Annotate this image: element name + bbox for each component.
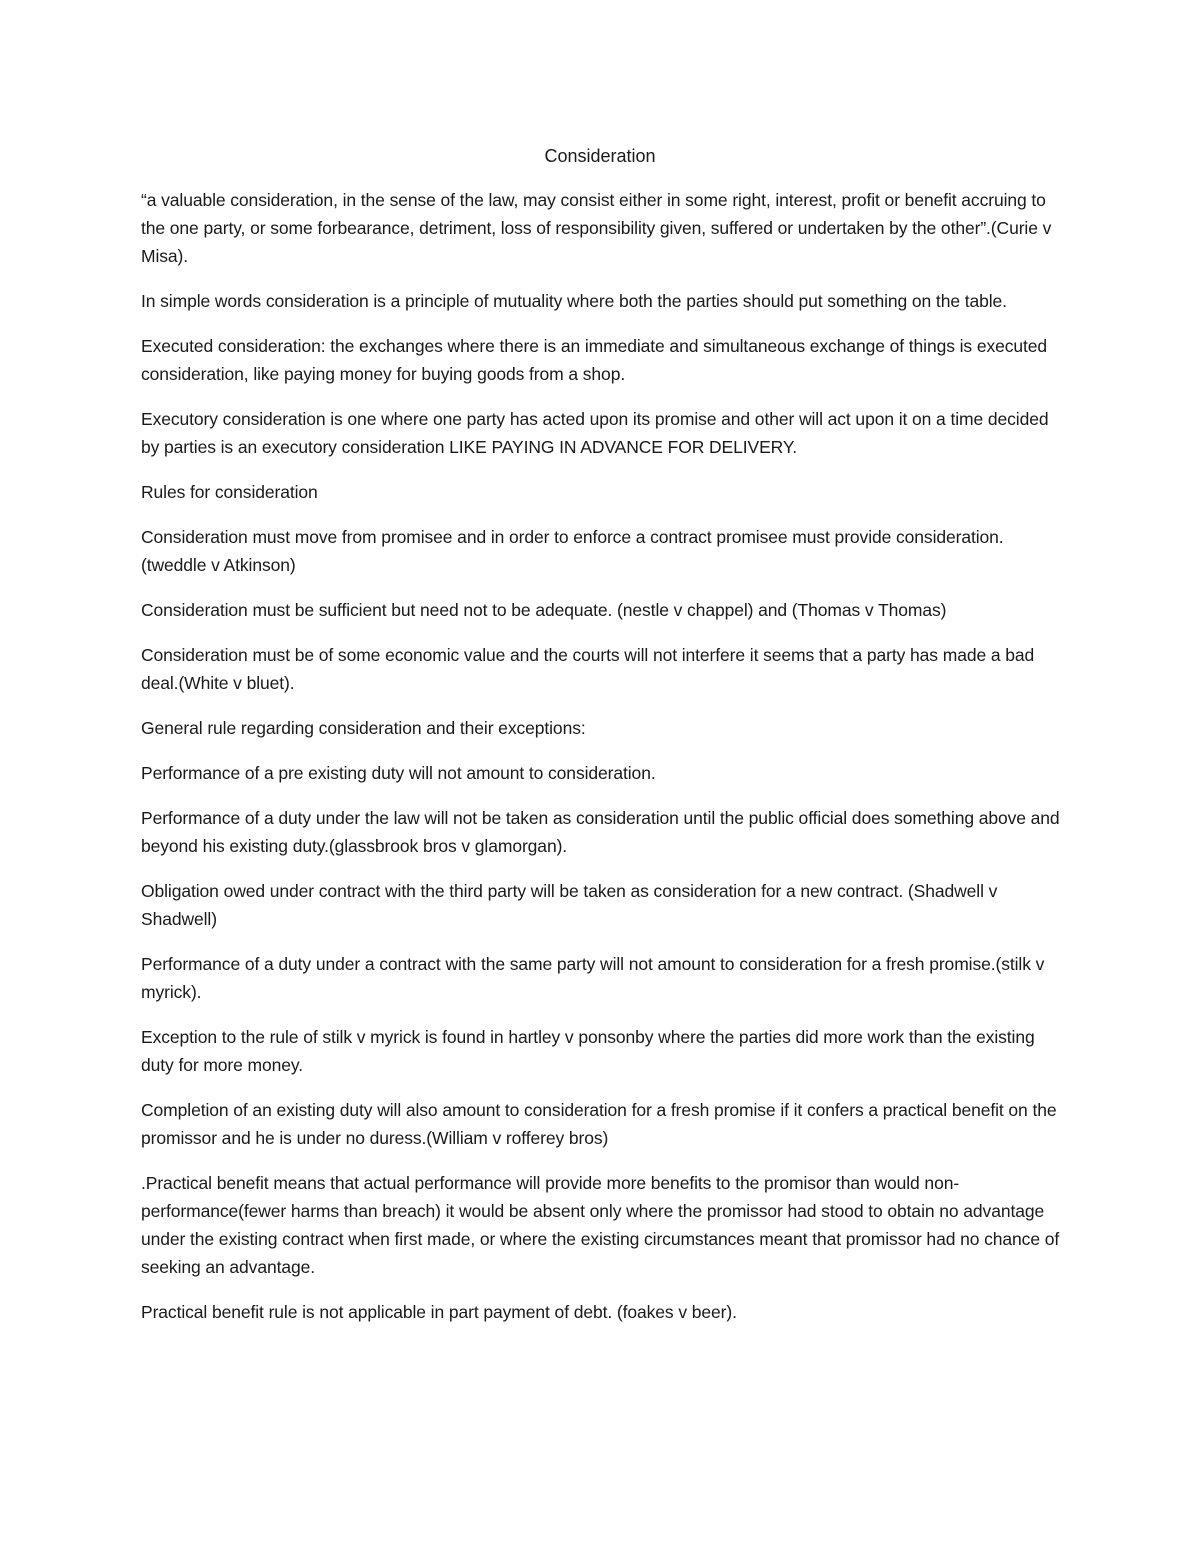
paragraph-simple-words: In simple words consideration is a principle of mutuality where both the parties should put something on the table. xyxy=(141,291,1007,311)
document-body xyxy=(141,186,1061,1343)
paragraph-exception-stilk: Exception to the rule of stilk v myrick is found in hartley v ponsonby where the parties did more work than the existing duty for more money. xyxy=(141,1027,1035,1075)
paragraph-definition: “a valuable consideration, in the sense of the law, may consist either in some right, interest, profit or benefit accruing to the one party, or some forbearance, detriment, loss of responsibility given, suffered or undertaken by the other”.(Curie v Misa). xyxy=(141,190,1052,266)
paragraph-executed-consideration: Executed consideration: the exchanges where there is an immediate and simultaneous exchange of things is executed consideration, like paying money for buying goods from a shop. xyxy=(141,336,1048,384)
paragraph-sufficient-not-adequate: Consideration must be sufficient but need not to be adequate. (nestle v chappel) and (Thomas v Thomas) xyxy=(141,600,947,620)
paragraph-completion-existing-duty: Completion of an existing duty will also amount to consideration for a fresh promise if it confers a practical benefit on the promissor and he is under no duress.(William v rofferey bros) xyxy=(141,1100,1057,1148)
paragraph-economic-value: Consideration must be of some economic value and the courts will not interfere it seems that a party has made a bad deal.(White v bluet). xyxy=(141,645,1035,693)
section-heading-general-rule: General rule regarding consideration and their exceptions: xyxy=(141,718,586,738)
paragraph-practical-benefit: .Practical benefit means that actual performance will provide more benefits to the promisor than would non-performance(fewer harms than breach) it would be absent only where the promissor had stood to obtain no advantage under the existing contract when first made, or where the existing circumstances meant that promissor had no chance of seeking an advantage. xyxy=(141,1173,1060,1277)
paragraph-move-from-promisee: Consideration must move from promisee and in order to enforce a contract promisee must provide consideration. (tweddle v Atkinson) xyxy=(141,527,1004,575)
paragraph-same-party: Performance of a duty under a contract with the same party will not amount to consideration for a fresh promise.(stilk v myrick). xyxy=(141,954,1045,1002)
paragraph-executory-consideration: Executory consideration is one where one party has acted upon its promise and other will act upon it on a time decided by parties is an executory consideration LIKE PAYING IN ADVANCE FOR DELIVERY. xyxy=(141,409,1049,457)
paragraph-part-payment: Practical benefit rule is not applicable in part payment of debt. (foakes v beer). xyxy=(141,1302,737,1322)
document-title: Consideration xyxy=(544,146,656,166)
paragraph-pre-existing-duty: Performance of a pre existing duty will not amount to consideration. xyxy=(141,763,656,783)
paragraph-third-party: Obligation owed under contract with the third party will be taken as consideration for a new contract. (Shadwell v Shadwell) xyxy=(141,881,998,929)
paragraph-duty-under-law: Performance of a duty under the law will not be taken as consideration until the public official does something above and beyond his existing duty.(glassbrook bros v glamorgan). xyxy=(141,808,1060,856)
section-heading-rules: Rules for consideration xyxy=(141,482,318,502)
